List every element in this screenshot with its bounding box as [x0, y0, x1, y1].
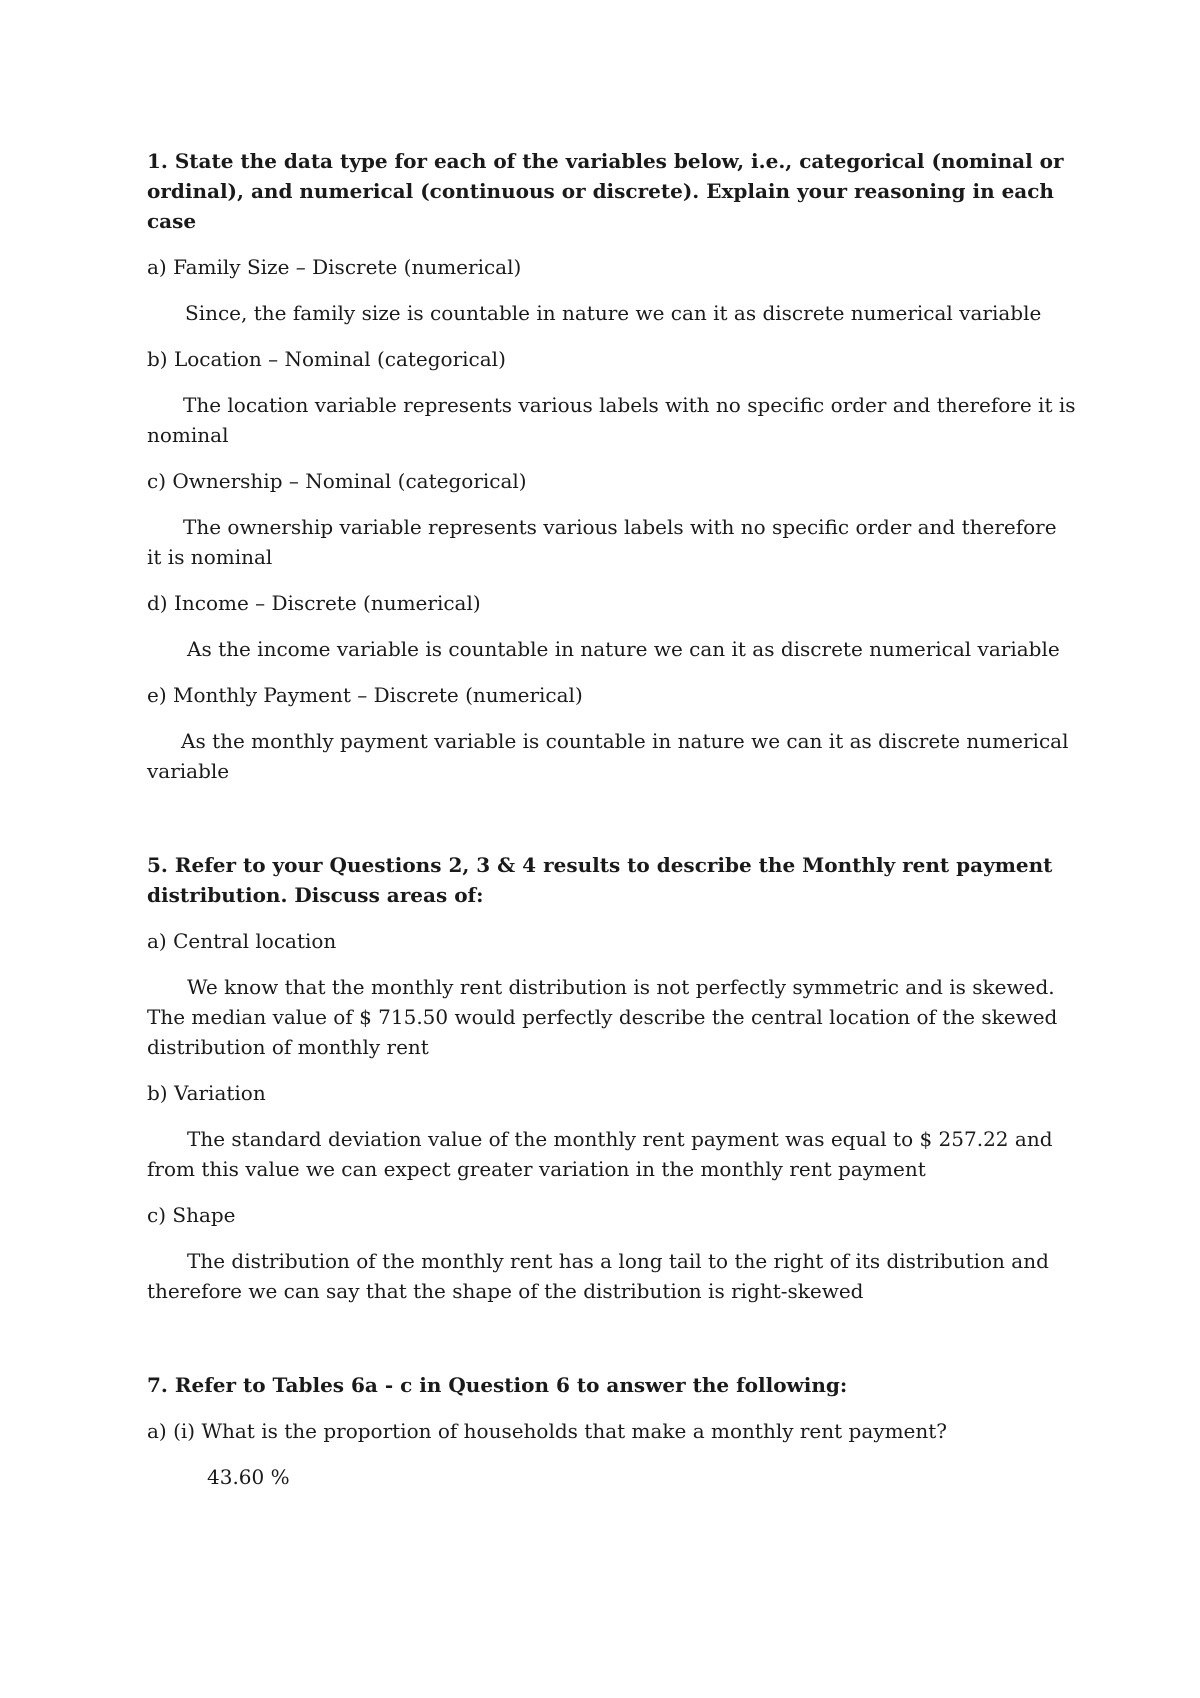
item-1c-answer: The ownership variable represents various labels with no specific order and therefore it is nominal [147, 515, 1057, 569]
item-1c-label: c) Ownership – Nominal (categorical) [147, 469, 527, 493]
question-1-heading: 1. State the data type for each of the variables below, i.e., categorical (nominal or ordinal), and numerical (continuous or discrete). Explain your reasoning in each case [147, 149, 1064, 233]
question-7-heading: 7. Refer to Tables 6a - c in Question 6 to answer the following: [147, 1373, 848, 1397]
question-7-section [147, 1370, 1077, 1492]
question-1-section [147, 146, 1077, 786]
item-7a-answer: 43.60 % [207, 1465, 290, 1489]
item-1a-label: a) Family Size – Discrete (numerical) [147, 255, 522, 279]
item-1b-answer: The location variable represents various labels with no specific order and therefore it is nominal [147, 393, 1076, 447]
document-page [147, 146, 1077, 1492]
item-5c-answer: The distribution of the monthly rent has a long tail to the right of its distribution and therefore we can say that the shape of the distribution is right-skewed [147, 1249, 1049, 1303]
item-5a-label: a) Central location [147, 929, 337, 953]
item-5b-answer: The standard deviation value of the monthly rent payment was equal to $ 257.22 and from this value we can expect greater variation in the monthly rent payment [147, 1127, 1053, 1181]
item-1e-label: e) Monthly Payment – Discrete (numerical) [147, 683, 583, 707]
item-1d-answer: As the income variable is countable in nature we can it as discrete numerical variable [187, 637, 1060, 661]
item-1b-label: b) Location – Nominal (categorical) [147, 347, 506, 371]
question-5-section [147, 850, 1077, 1306]
item-1a-answer: Since, the family size is countable in nature we can it as discrete numerical variable [185, 301, 1042, 325]
item-5a-answer: We know that the monthly rent distribution is not perfectly symmetric and is skewed. The median value of $ 715.50 would perfectly describe the central location of the skewed distribution of monthly rent [147, 975, 1058, 1059]
question-5-heading: 5. Refer to your Questions 2, 3 & 4 results to describe the Monthly rent payment distribution. Discuss areas of: [147, 853, 1053, 907]
item-7a-label: a) (i) What is the proportion of households that make a monthly rent payment? [147, 1419, 948, 1443]
item-1d-label: d) Income – Discrete (numerical) [147, 591, 481, 615]
item-5c-label: c) Shape [147, 1203, 236, 1227]
item-1e-answer: As the monthly payment variable is countable in nature we can it as discrete numerical variable [147, 729, 1069, 783]
item-5b-label: b) Variation [147, 1081, 266, 1105]
